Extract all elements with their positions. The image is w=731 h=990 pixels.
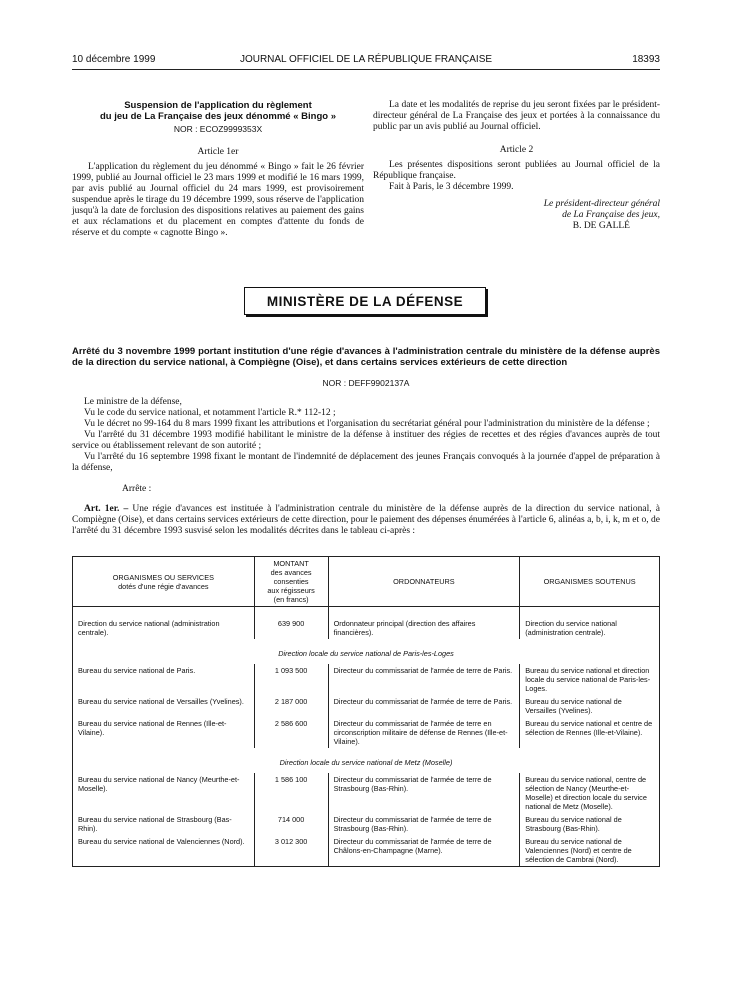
signature-title-1: Le président-directeur général [543, 199, 660, 209]
arrete-title: Arrêté du 3 novembre 1999 portant institution d'une régie d'avances à l'administration centrale du ministère de la défense auprès de la direction du service national, à Compiègne (Oise), et dans certains services extérieurs de cette direction [72, 346, 660, 368]
col-header-montant: MONTANT des avances consenties aux régisseurs (en francs) [254, 557, 328, 607]
visa-line: Vu l'arrêté du 31 décembre 1993 modifié habilitant le ministre de la défense à instituer des régies de recettes et des régies d'avances auprès de tout service ou établissement relevant de son autorité ; [72, 430, 660, 451]
col-header-soutenus: ORGANISMES SOUTENUS [520, 557, 660, 607]
bingo-right-column [373, 100, 660, 232]
header-rule [72, 69, 660, 70]
regies-table [72, 556, 660, 867]
visa-line: Vu le décret no 99-164 du 8 mars 1999 fixant les attributions et l'organisation du secrétariat général pour l'administration du ministère de la défense ; [84, 419, 650, 429]
signature-name: B. DE GALLÉ [572, 221, 630, 231]
visa-line: Vu le code du service national, et notamment l'article R.* 112-12 ; [84, 408, 336, 418]
art1-label: Art. 1er. – [84, 504, 129, 514]
article2-text: Les présentes dispositions seront publiées au Journal officiel de la République française. [373, 160, 660, 181]
fait-a-paris: Fait à Paris, le 3 décembre 1999. [389, 182, 514, 192]
arrete-visas [72, 397, 660, 537]
table-row: Bureau du service national de Nancy (Meurthe-et-Moselle). 1 586 100 Directeur du commissariat de l'armée de terre de Strasbourg (Bas-Rhin). Bureau du service national, centre de sélection de Nancy (Meurthe-et-Moselle) et direction locale du service national de Metz (Moselle). [73, 773, 660, 813]
table-row: Bureau du service national de Paris. 1 093 500 Directeur du commissariat de l'armée de terre de Paris. Bureau du service national et direction locale du service national de Paris-les-Loges. [73, 664, 660, 695]
header-journal: JOURNAL OFFICIEL DE LA RÉPUBLIQUE FRANÇAISE [239, 54, 493, 65]
article1-heading: Article 1er [197, 147, 239, 157]
ministry-heading: MINISTÈRE DE LA DÉFENSE [244, 287, 486, 315]
visa-line: Vu l'arrêté du 16 septembre 1998 fixant le montant de l'indemnité de déplacement des jeunes Français convoqués à la journée d'appel de préparation à la défense, [72, 452, 660, 473]
reprise-paragraph: La date et les modalités de reprise du jeu seront fixées par le président-directeur général de La Française des jeux et portées à la connaissance du public par un avis publié au Journal officiel. [373, 100, 660, 132]
article2-heading: Article 2 [499, 145, 534, 155]
bingo-nor: NOR : ECOZ9999353X [173, 124, 263, 134]
visa-line: Le ministre de la défense, [84, 397, 182, 407]
col-header-ordonnateurs: ORDONNATEURS [328, 557, 520, 607]
article1-text: L'application du règlement du jeu dénommé « Bingo » fait le 26 février 1999, publié au Journal officiel le 23 mars 1999 et modifié le 16 mars 1999, par avis publié au Journal officiel du 24 mars 1999, est provisoirement suspendue après le tirage du 19 décembre 1999, sous réserve de l'application jusqu'à la date de forclusion des dispositions relatives au paiement des gains et aux réclamations et du placement en comptes d'attente du fonds de réserve et du compte « cagnotte Bingo ». [72, 162, 364, 238]
bingo-title: Suspension de l'application du règlement du jeu de La Française des jeux dénommé « Bingo » [100, 100, 336, 122]
header-date: 10 décembre 1999 [72, 54, 156, 65]
header-page-number: 18393 [632, 54, 660, 65]
table-row: Bureau du service national de Strasbourg (Bas-Rhin). 714 000 Directeur du commissariat de l'armée de terre de Strasbourg (Bas-Rhin). Bureau du service national de Strasbourg (Bas-Rhin). [73, 813, 660, 835]
arrete-nor: NOR : DEFF9902137A [322, 378, 410, 388]
table-header-row [73, 557, 660, 607]
table-row: Bureau du service national de Rennes (Ille-et-Vilaine). 2 586 600 Directeur du commissariat de l'armée de terre en circonscription militaire de défense de Rennes (Ille-et-Vilaine). Bureau du service national et centre de sélection de Rennes (Ille-et-Vilaine). [73, 717, 660, 748]
table-row: Bureau du service national de Versailles (Yvelines). 2 187 000 Directeur du commissariat de l'armée de terre de Paris. Bureau du service national de Versailles (Yvelines). [73, 695, 660, 717]
table-row: Bureau du service national de Valenciennes (Nord). 3 012 300 Directeur du commissariat de l'armée de terre de Châlons-en-Champagne (Marne). Bureau du service national de Valenciennes (Nord) et centre de sélection de Cambrai (Nord). [73, 835, 660, 867]
signature-title-2: de La Française des jeux, [562, 210, 660, 220]
art1-text: Une régie d'avances est instituée à l'administration centrale du ministère de la défense auprès de la direction du service national, à Compiègne (Oise), et dans certains services extérieurs de cette direction, pour le paiement des dépenses énumérées à l'article 6, alinéas a, b, i, k, m et o, de l'arrêté du 31 décembre 1993 susvisé selon les modalités décrites dans le tableau ci-après : [72, 504, 661, 536]
arrete-word: Arrête : [122, 484, 152, 494]
table-section-row: Direction locale du service national de Metz (Moselle) [279, 758, 453, 767]
col-header-organismes: ORGANISMES OU SERVICES dotés d'une régie d'avances [73, 557, 255, 607]
table-row: Direction du service national (administration centrale). 639 900 Ordonnateur principal (direction des affaires financières). Direction du service national (administration centrale). [73, 607, 660, 640]
page-header [72, 54, 660, 68]
bingo-left-column [72, 100, 364, 239]
article1-paragraph [72, 504, 660, 537]
table-section-row: Direction locale du service national de Paris-les-Loges [278, 649, 454, 658]
